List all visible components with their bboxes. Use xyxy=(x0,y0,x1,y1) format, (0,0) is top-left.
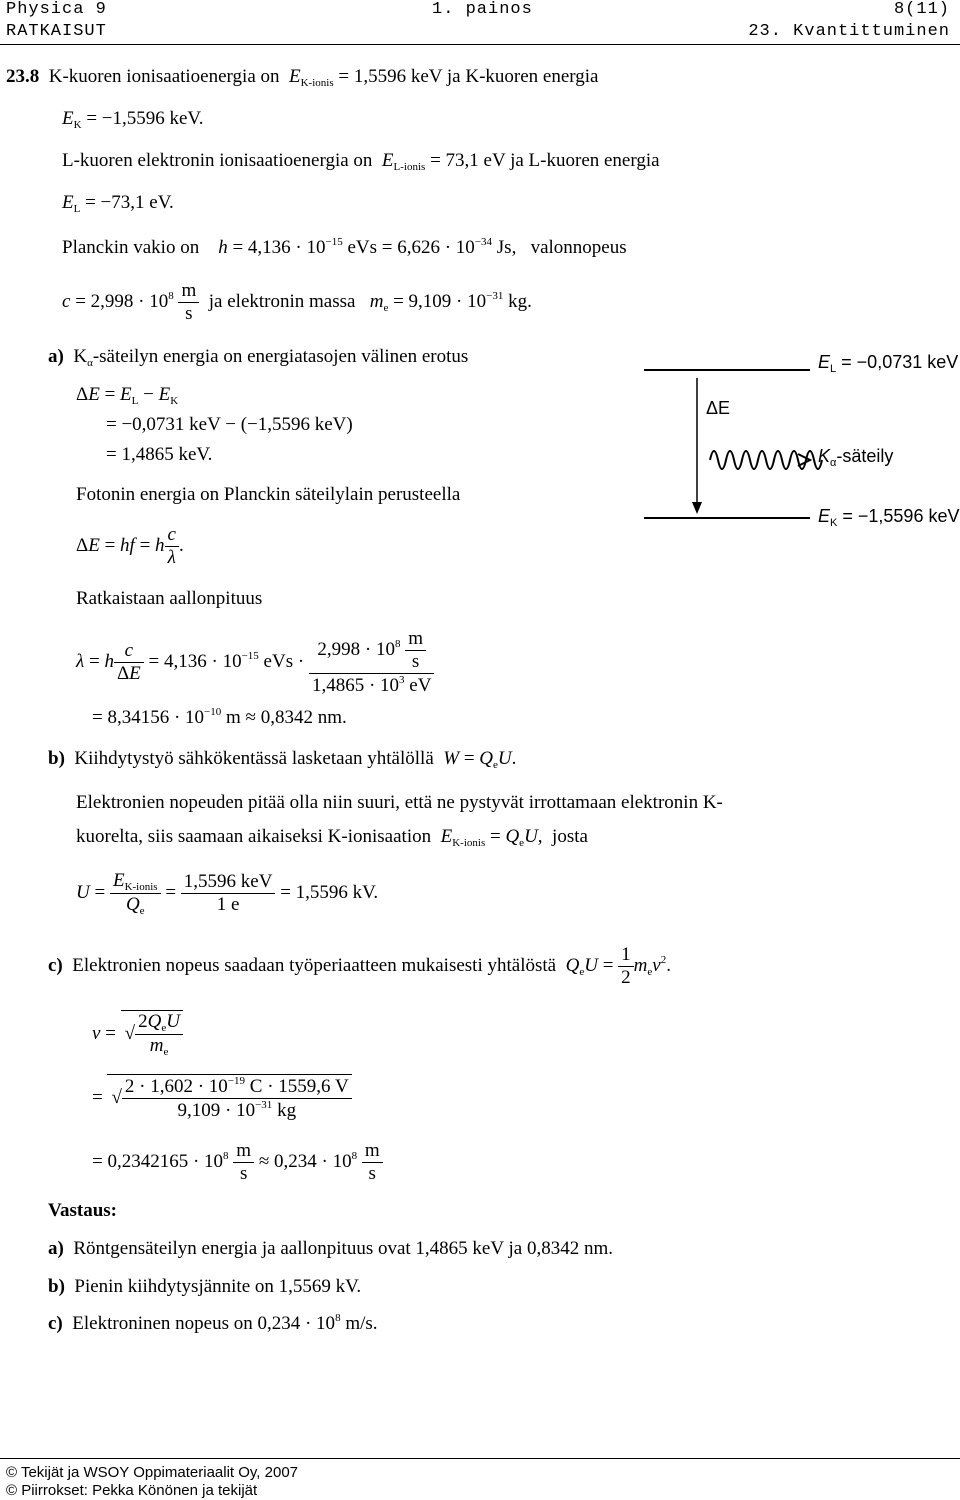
wave-icon xyxy=(710,451,822,469)
level-k-label: $E_K = -1,5596$ keV xyxy=(818,506,960,529)
footer-line-1: © Tekijät ja WSOY Oppimateriaalit Oy, 2007 xyxy=(6,1464,299,1481)
part-b-p1: Elektronien nopeuden pitää olla niin suuri, että ne pystyvät irrottamaan elektronin K- xyxy=(76,792,723,813)
header-rule xyxy=(0,44,960,45)
answer-title: Vastaus: xyxy=(48,1200,117,1221)
part-c-eq2: = √ $\frac{2 \cdot 1,602 \cdot 10^{-19} C \cdot 1559,6 V}{9,109 \cdot 10^{-31} kg}$ xyxy=(92,1074,352,1122)
arrow-head xyxy=(692,502,702,514)
part-b-eq: U = $\frac{E_{K-ionis}}{Q_e}$ = $\frac{\text{1,5596 keV}}{1 e}$ = 1,5596 kV. xyxy=(76,870,379,917)
problem-line-6: $c = 2,998 \cdot 10^8$ $\frac{m}{s}$ ja elektronin massa $m_e = 9,109 \cdot 10^{-31}$ kg. xyxy=(62,280,532,324)
answer-a: a) Röntgensäteilyn energia ja aallonpituus ovat 1,4865 keV ja 0,8342 nm. xyxy=(48,1238,613,1259)
part-a-result: = $8,34156 \cdot 10^{-10}$ m ≈ 0,8342 nm. xyxy=(92,706,347,728)
header-section: RATKAISUT xyxy=(6,22,107,41)
part-a-eq3: = 1,4865 keV. xyxy=(106,444,213,465)
level-l-label: $E_L = -0,0731$ keV xyxy=(818,352,959,375)
part-a-eq1: $\Delta E = E_L - E_K$ xyxy=(76,384,179,407)
part-a-lambda: λ = h $\frac{c}{\Delta E}$ = $4,136 \cdot 10^{-15}$ eVs · $2,998 \cdot 10^8$ $\frac{m}{s}$ $1,4865 \cdot 10^3$ eV xyxy=(76,628,434,697)
problem-line-3: L-kuoren elektronin ionisaatioenergia on $E_{L-ionis} = 73,1$ eV ja L-kuoren energia xyxy=(62,150,660,173)
answer-c: c) Elektroninen nopeus on $0,234 \cdot 10^8$ m/s. xyxy=(48,1312,378,1334)
header-chapter: 23. Kvantittuminen xyxy=(748,22,950,41)
ka-label: $K_\alpha$-säteily xyxy=(818,446,894,469)
problem-line-4: $E_L = -73,1$ eV. xyxy=(62,192,174,215)
footer-rule xyxy=(0,1458,960,1459)
part-c-intro: c) Elektronien nopeus saadaan työperiaatteen mukaisesti yhtälöstä $Q_eU$ = $\frac{1}{2}$ $m_ev^2$. xyxy=(48,944,671,988)
part-a-text3: Ratkaistaan aallonpituus xyxy=(76,588,263,609)
problem-line-2: $E_K = -1,5596$ keV. xyxy=(62,108,204,131)
footer-line-2: © Piirrokset: Pekka Könönen ja tekijät xyxy=(6,1482,258,1499)
problem-line-1: 23.8 K-kuoren ionisaatioenergia on $E_{K-ionis} = 1,5596$ keV ja K-kuoren energia xyxy=(6,66,599,89)
header-book: Physica 9 xyxy=(6,0,107,19)
delta-e-label: ΔE xyxy=(706,398,731,418)
answer-b: b) Pienin kiihdytysjännite on 1,5569 kV. xyxy=(48,1276,362,1297)
part-a-text2: Fotonin energia on Planckin säteilylain perusteella xyxy=(76,484,461,505)
part-c-eq3: = $0,2342165 \cdot 10^8$ $\frac{m}{s}$ ≈ $0,234 \cdot 10^8$ $\frac{m}{s}$ xyxy=(92,1140,383,1185)
header-edition: 1. painos xyxy=(432,0,533,19)
header-page: 8(11) xyxy=(893,0,950,19)
problem-line-5: Planckin vakio on $h = 4,136 \cdot 10^{-15}$ eVs = $6,626 \cdot 10^{-34}$ Js, valonnopeus xyxy=(62,236,627,258)
part-a-eq2: = −0,0731 keV − (−1,5596 keV) xyxy=(106,414,353,435)
part-a-intro: a) $K_\alpha$-säteilyn energia on energiatasojen välinen erotus xyxy=(48,346,469,369)
part-b-intro: b) Kiihdytystyö sähkökentässä lasketaan yhtälöllä $W = Q_eU$. xyxy=(48,748,517,771)
part-c-eq1: v = √ $\frac{2Q_eU}{m_e}$ xyxy=(92,1010,183,1058)
part-a-planck: ΔE = hf = h $\frac{c}{\lambda}$ . xyxy=(76,524,184,568)
part-b-p2: kuorelta, siis saamaan aikaiseksi K-ionisaation $E_{K-ionis} = Q_eU$, josta xyxy=(76,826,588,849)
